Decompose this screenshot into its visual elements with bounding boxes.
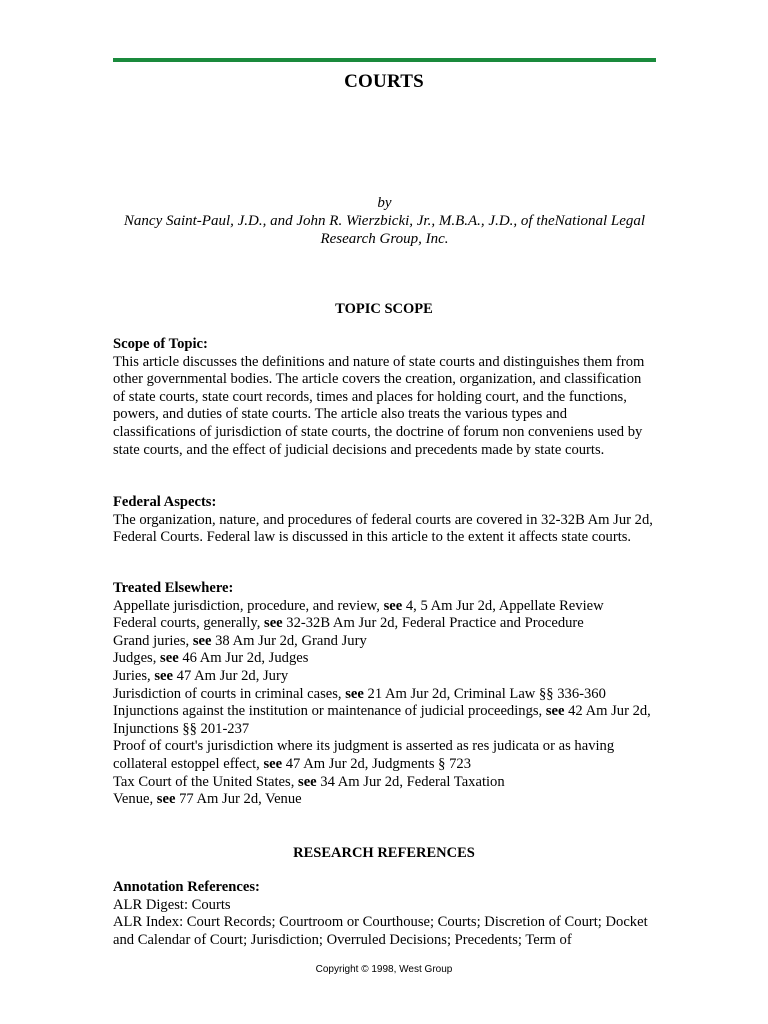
alr-index-text: ALR Index: Court Records; Courtroom or Courthouse; Courts; Discretion of Court; Docket and Calendar of Court; Jurisdiction; Overruled Decisions; Precedents; Term of [113,914,648,948]
top-green-rule [113,58,656,62]
treated-elsewhere-item: Injunctions against the institution or maintenance of judicial proceedings, see 42 Am Jur 2d, Injunctions §§ 201-237 [113,703,651,737]
federal-aspects-text: The organization, nature, and procedures of federal courts are covered in 32-32B Am Jur 2d, Federal Courts. Federal law is discussed in this article to the extent it affects state courts. [113,511,653,546]
treated-elsewhere-section [113,580,653,809]
treated-elsewhere-item: Juries, see 47 Am Jur 2d, Jury [113,667,289,684]
treated-elsewhere-item: Grand juries, see 38 Am Jur 2d, Grand Jury [113,632,367,649]
byline-by: by [377,195,392,211]
federal-aspects-section [113,494,653,547]
treated-elsewhere-item: Tax Court of the United States, see 34 Am Jur 2d, Federal Taxation [113,773,505,790]
annotation-references-heading: Annotation References: [113,879,260,895]
treated-elsewhere-item: Proof of court's jurisdiction where its judgment is asserted as res judicata or as having collateral estoppel effect, see 47 Am Jur 2d, Judgments § 723 [113,738,615,772]
treated-elsewhere-heading: Treated Elsewhere: [113,580,234,596]
federal-aspects-heading: Federal Aspects: [113,494,217,510]
treated-elsewhere-item: Appellate jurisdiction, procedure, and review, see 4, 5 Am Jur 2d, Appellate Review [113,597,604,614]
treated-elsewhere-item: Judges, see 46 Am Jur 2d, Judges [113,650,309,667]
alr-digest-line: ALR Digest: Courts [113,896,231,913]
annotation-references-section [113,879,653,949]
byline [113,194,656,248]
scope-of-topic-heading: Scope of Topic: [113,336,208,352]
document-title: COURTS [344,71,424,92]
treated-elsewhere-list [113,598,653,809]
topic-scope-heading: TOPIC SCOPE [335,301,433,317]
treated-elsewhere-item: Jurisdiction of courts in criminal cases, see 21 Am Jur 2d, Criminal Law §§ 336-360 [113,685,606,702]
treated-elsewhere-item: Federal courts, generally, see 32-32B Am Jur 2d, Federal Practice and Procedure [113,615,584,632]
treated-elsewhere-item: Venue, see 77 Am Jur 2d, Venue [113,791,302,808]
research-references-heading: RESEARCH REFERENCES [293,845,475,861]
byline-authors: Nancy Saint-Paul, J.D., and John R. Wierzbicki, Jr., M.B.A., J.D., of theNational Legal Research Group, Inc. [123,213,646,247]
scope-of-topic-text: This article discusses the definitions and nature of state courts and distinguishes them from other governmental bodies. The article covers the creation, organization, and classification of state courts, state court records, times and places for holding court, and the functions, powers, and duties of state courts. The article also treats the various types and classifications of jurisdiction of state courts, the doctrine of forum non conveniens used by state courts, and the effect of judicial decisions and precedents made by state courts. [113,353,645,458]
copyright-footer: Copyright © 1998, West Group [315,964,453,975]
scope-of-topic-section [113,336,653,459]
